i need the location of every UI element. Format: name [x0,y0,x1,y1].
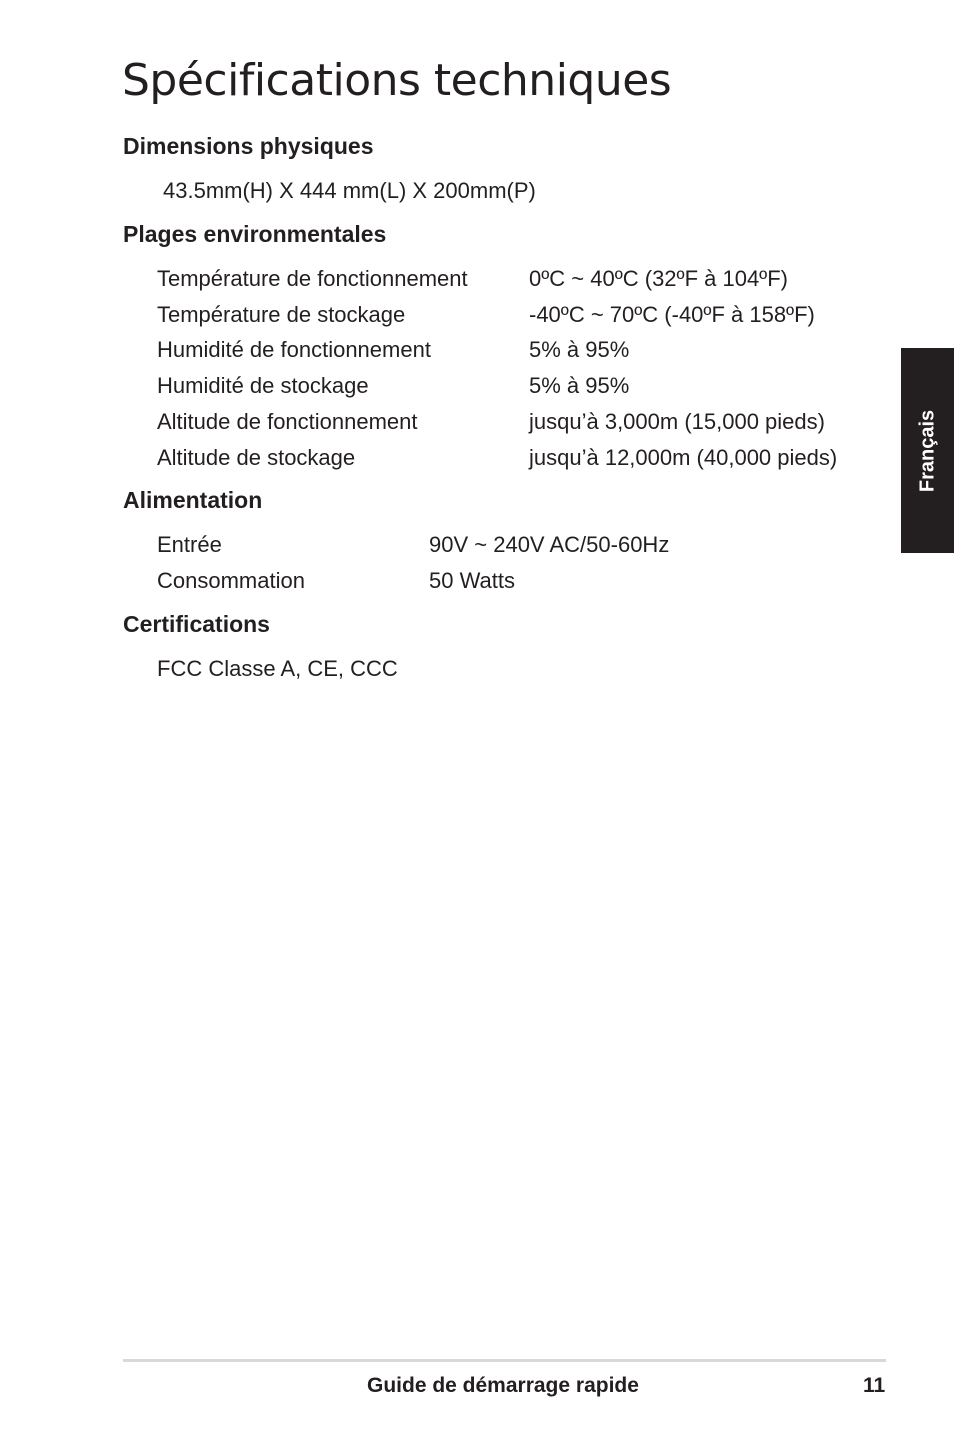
spec-value-operating-temperature: 0ºC ~ 40ºC (32ºF à 104ºF) [529,266,788,291]
spec-label-power-input: Entrée [157,532,222,557]
spec-label-operating-humidity: Humidité de fonctionnement [157,337,431,362]
footer-guide-title: Guide de démarrage rapide [367,1374,639,1397]
spec-value-operating-altitude: jusqu’à 3,000m (15,000 pieds) [529,409,825,434]
spec-value-operating-humidity: 5% à 95% [529,337,630,362]
spec-label-storage-altitude: Altitude de stockage [157,445,356,470]
page-number: 11 [863,1374,886,1397]
dimensions-heading: Dimensions physiques [123,133,374,159]
spec-label-storage-humidity: Humidité de stockage [157,373,369,398]
spec-label-operating-temperature: Température de fonctionnement [157,266,468,291]
language-tab [901,348,954,553]
spec-value-storage-altitude: jusqu’à 12,000m (40,000 pieds) [529,445,838,470]
footer-divider [123,1359,886,1362]
spec-value-storage-temperature: -40ºC ~ 70ºC (-40ºF à 158ºF) [529,302,815,327]
language-tab-label: Français [916,409,938,492]
dimensions-value: 43.5mm(H) X 444 mm(L) X 200mm(P) [163,178,536,203]
environment-heading: Plages environmentales [123,221,387,247]
spec-value-power-input: 90V ~ 240V AC/50-60Hz [429,532,670,557]
page-title: Spécifications techniques [122,55,672,106]
certifications-value: FCC Classe A, CE, CCC [157,656,398,681]
spec-value-power-consumption: 50 Watts [429,568,515,593]
spec-value-storage-humidity: 5% à 95% [529,373,630,398]
power-heading: Alimentation [123,487,263,513]
spec-label-operating-altitude: Altitude de fonctionnement [157,409,418,434]
spec-label-storage-temperature: Température de stockage [157,302,406,327]
spec-label-power-consumption: Consommation [157,568,305,593]
certifications-heading: Certifications [123,611,270,637]
